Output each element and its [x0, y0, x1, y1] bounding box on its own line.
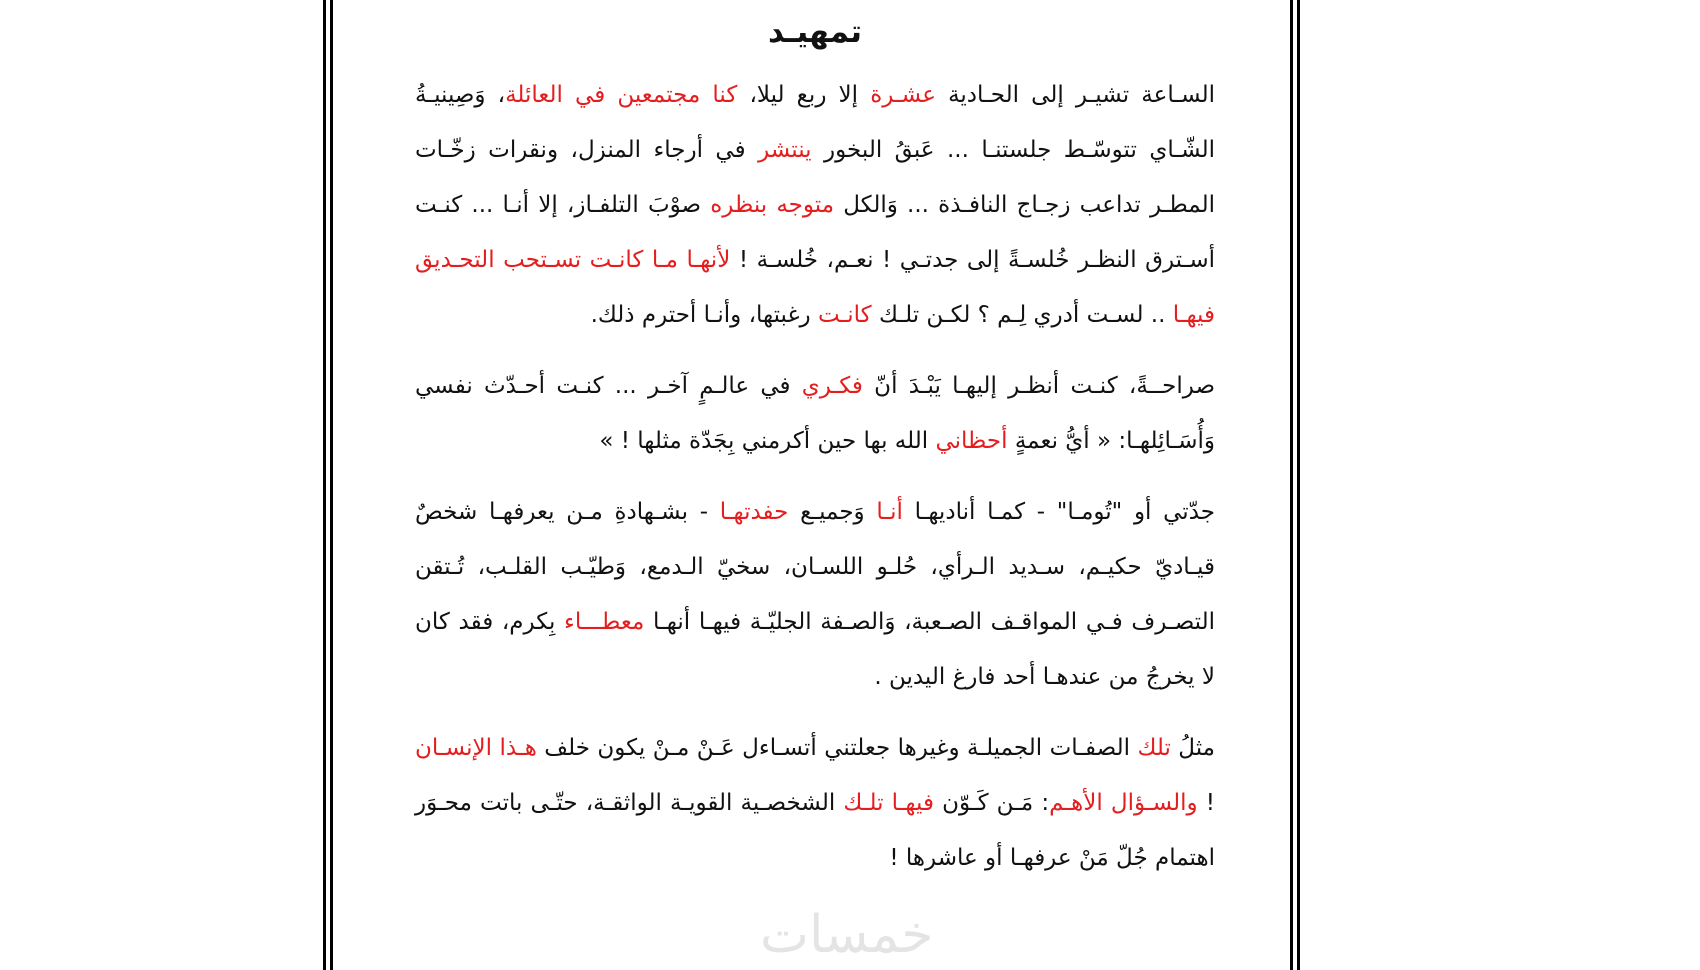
- body-text: الصفـات الجميلـة وغيرها جعلتني أتسـاءل عَـنْ مـنْ يكون خلف: [536, 735, 1138, 761]
- highlighted-text: فكـري: [801, 373, 863, 399]
- body-text: الشخصـية القويـة الواثقـة، حتّـى باتت محـوَر اهتمام جُلّ مَنْ عرفهـا أو عاشرها !: [415, 790, 1215, 871]
- highlighted-text: كنا مجتمعين في العائلة: [505, 82, 738, 108]
- highlighted-text: أنـا: [876, 499, 903, 525]
- body-text: ، وَصِينيـةُ الشّـاي تتوسّـط جلستنـا ... عَبقُ البخور: [415, 82, 1215, 163]
- body-text: الله بها حين أكرمني بِجَدّة مثلها ! »: [599, 428, 936, 454]
- body-text: صراحــةً، كنـت أنظـر إليهـا يَبْـدَ أنّ: [862, 373, 1215, 399]
- body-text: السـاعة تشيـر إلى الحـادية: [935, 82, 1215, 108]
- page-border-left-outer: [323, 0, 326, 970]
- highlighted-text: والسـؤال الأهـم: [1049, 790, 1198, 816]
- body-text: : مَـن كَـوّن: [933, 790, 1050, 816]
- highlighted-text: لأنهـا مـا كانـت تسـتحب التحـديق فيهـا: [415, 247, 1215, 328]
- highlighted-text: فيهـا تلـك: [843, 790, 934, 816]
- paragraph-3: [415, 485, 1215, 705]
- page-border-right-inner: [1290, 0, 1293, 970]
- body-text: في أرجاء المنزل، ونقرات زخّـات المطـر تداعب زجـاج النافـذة ... وَالكل: [415, 137, 1215, 218]
- document-title: تمهيـد: [767, 14, 863, 50]
- paragraph-1: [415, 68, 1215, 343]
- highlighted-text: تلك: [1137, 735, 1171, 761]
- body-text: صوْبَ التلفـاز، إلا أنـا ... كنـت أسـترق النظـر خُلسـةً إلى جدتـي ! نعـم، خُلسـة !: [415, 192, 1215, 273]
- highlighted-text: هـذا الإنسـان: [415, 735, 537, 761]
- page-border-right-outer: [1297, 0, 1300, 970]
- document-body: [415, 10, 1215, 902]
- paragraphs-container: [415, 68, 1215, 886]
- body-text: بِكرم، فقد كان لا يخرجُ من عندهـا أحد فارغ اليدين .: [415, 609, 1215, 690]
- highlighted-text: معطـــاء: [564, 609, 645, 635]
- body-text: في عالـمٍ آخـر ... كنـت أحـدّث نفسي وَأُسَـائِلهـا: « أيُّ نعمةٍ: [415, 373, 1215, 454]
- body-text: رغبتها، وأنـا أحترم ذلك.: [590, 302, 818, 328]
- highlighted-text: متوجه بنظره: [710, 192, 835, 218]
- body-text: !: [1197, 790, 1216, 816]
- highlighted-text: عشـرة: [870, 82, 936, 108]
- watermark: خمسات: [760, 905, 934, 965]
- body-text: - بشـهادةِ مـن يعرفهـا شخصٌ قيـاديّ حكيـم، سـديد الـرأي، حُلـو اللسـان، سخيّ الـدمع، وَطيّـب القلـب، تُـتقن التصـرف فـي المواقـف الصـعبة، وَالصـفة الجليّـة فيهـا أنهـا: [415, 499, 1215, 635]
- highlighted-text: حفدتهـا: [719, 499, 789, 525]
- paragraph-2: [415, 359, 1215, 469]
- highlighted-text: ينتشر: [758, 137, 812, 163]
- paragraph-4: [415, 721, 1215, 886]
- page-border-left-inner: [330, 0, 333, 970]
- body-text: جدّتي أو "تُومـا" - كمـا أناديهـا: [902, 499, 1215, 525]
- highlighted-text: كانـت: [817, 302, 872, 328]
- body-text: وَجميـع: [788, 499, 877, 525]
- body-text: مثلُ: [1170, 735, 1215, 761]
- body-text: .. لسـت أدري لِـم ؟ لكـن تلـك: [871, 302, 1173, 328]
- body-text: إلا ربع ليلا،: [737, 82, 871, 108]
- highlighted-text: أحظاني: [935, 428, 1008, 454]
